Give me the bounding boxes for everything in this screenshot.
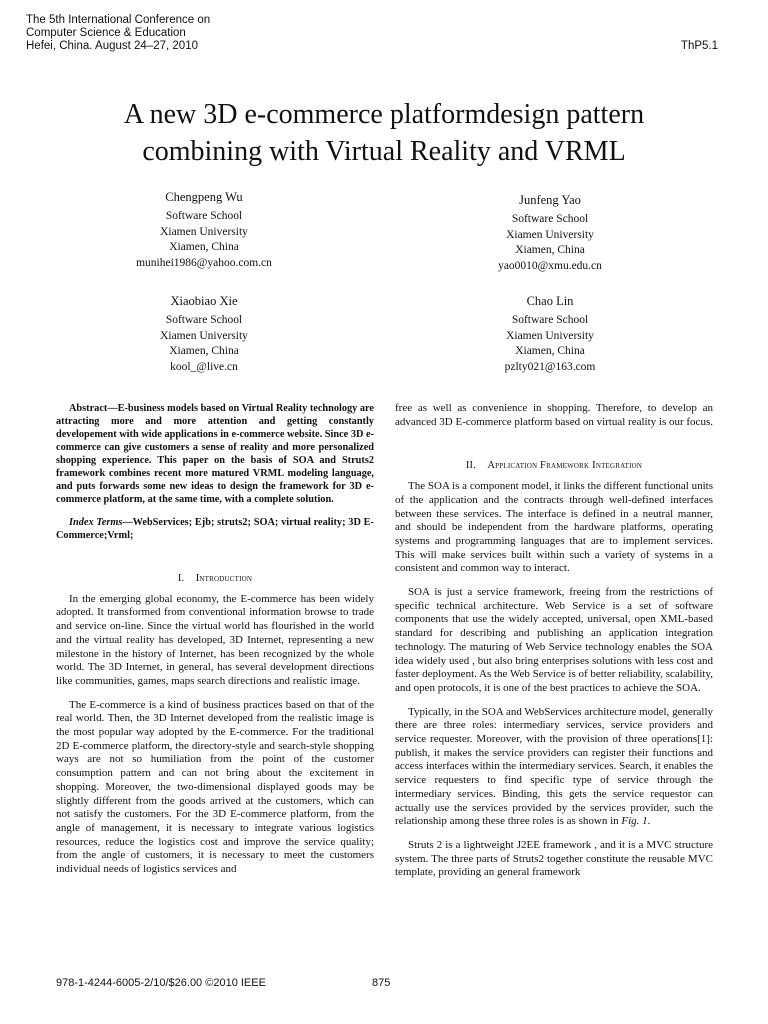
section-heading-introduction	[56, 572, 374, 586]
index-terms-text: —WebServices; Ejb; struts2; SOA; virtual reality; 3D E-Commerce;Vrml;	[56, 517, 374, 541]
author-university: Xiamen University	[506, 228, 594, 241]
paragraph-end: .	[647, 815, 651, 828]
author-email: pzlty021@163.com	[504, 360, 596, 373]
index-terms	[56, 516, 374, 542]
author-university: Xiamen University	[160, 329, 248, 342]
paragraph: In the emerging global economy, the E-commerce has been widely adopted. It transformed from conventional information browse to trade and service on-line. Since the virtual world has flourished in the world and the virtual reality has developed, 3D Internet, representing a new milestone in the history of Internet, has been recognized by the whole world. The 3D Internet, in general, has several development directions like communities, games, maps search directions and realistic image.	[56, 592, 374, 687]
author-location: Xiamen, China	[169, 241, 239, 254]
author-university: Xiamen University	[506, 329, 594, 342]
section-title: Application Framework Integration	[487, 460, 643, 472]
paragraph: Struts 2 is a lightweight J2EE framework , and it is a MVC structure system. The three parts of Struts2 together constitute the reusable MVC template, providing an general framework	[395, 838, 713, 879]
author-name: Chao Lin	[526, 294, 574, 308]
author-affiliation: Software School	[511, 314, 589, 327]
author-email: munihei1986@yahoo.com.cn	[136, 256, 272, 269]
paragraph: SOA is just a service framework, freeing from the restrictions of specific technical architecture. Web Service is a set of software components that use the widely accepted, universal, open XML-based standard for describing and publishing an application integration technology. The maturing of Web Service technology enables the SOA idea widely used , but also bring enterprises solutions with less cost and faster deployment. As the Web Service is of better reliability, scalability, and open protocols, it is one of the best practices to achieve the SOA.	[395, 586, 713, 694]
conference-header	[26, 14, 210, 53]
paragraph: The E-commerce is a kind of business practices based on that of the real world. Then, the 3D Internet developed from the realistic image is the most popular way adopted by the E-commerce. For the traditional 2D E-commerce platform, the directory-style and search-style shopping ways are not so humiliation from the point of the customer consumption pattern and can not bring about the excitement in shopping. Moreover, the two-dimensional displayed goods may be slightly different from the goods arrived at the customers, which can not satisfy the customers. For the 3D E-commerce platform, from the angle of management, it is necessary to integrate various logistics resources, reduce the logistics cost and improve the service quality; from the angle of customers, it is necessary to meet the customers individual needs of logistics services and	[56, 698, 374, 876]
conference-line: The 5th International Conference on	[26, 14, 211, 26]
right-column	[395, 402, 713, 880]
author-location: Xiamen, China	[515, 345, 585, 358]
author-affiliation: Software School	[165, 210, 243, 223]
author-email: yao0010@xmu.edu.cn	[498, 259, 602, 272]
author-location: Xiamen, China	[169, 345, 239, 358]
author-name: Chengpeng Wu	[165, 190, 243, 204]
section-number: I.	[177, 573, 185, 584]
conference-line: Hefei, China. August 24–27, 2010	[26, 40, 198, 52]
author-block	[420, 193, 680, 274]
session-code: ThP5.1	[680, 40, 718, 52]
figure-reference: Fig. 1	[621, 815, 648, 828]
footer-isbn: 978-1-4244-6005-2/10/$26.00 ©2010 IEEE	[56, 977, 266, 989]
author-block	[74, 294, 334, 375]
paragraph	[395, 706, 713, 829]
section-title: Introduction	[195, 573, 253, 584]
page-number: 875	[372, 977, 391, 989]
paragraph: The SOA is a component model, it links the different functional units of the application and the contracts through well-defined interfaces between these services. The interface is defined in a neutral manner, and should be independent from the hardware platforms, operating systems and programming languages that are to implement services. This will make services built within such a variety of systems in a consistent and common way to interact.	[395, 480, 713, 575]
paragraph: free as well as convenience in shopping. Therefore, to develop an advanced 3D E-commerce platform based on virtual reality is our focus.	[395, 402, 713, 428]
author-affiliation: Software School	[165, 314, 243, 327]
title-line: A new 3D e-commerce platformdesign pattern	[123, 99, 645, 130]
paragraph-text: Typically, in the SOA and WebServices architecture model, generally there are three roles: intermediary services, service providers and service requester. Moreover, with the provision of three operations[1]: publish, it makes the service providers can register their functions and access interfaces within the intermediary services. Search, it enables the service requesters to find specific type of service through the intermediary services. Binding, this gets the service requestor can actually use the services provided by the services provider, such the relationship among these three roles is as shown in	[395, 705, 713, 828]
author-name: Junfeng Yao	[519, 193, 581, 207]
left-column	[56, 402, 374, 877]
author-email: kool_@live.cn	[170, 360, 238, 373]
section-number: II.	[465, 460, 477, 472]
author-affiliation: Software School	[511, 213, 589, 226]
conference-line: Computer Science & Education	[26, 27, 186, 39]
author-block	[420, 294, 680, 375]
title-line: combining with Virtual Reality and VRML	[142, 136, 626, 167]
author-location: Xiamen, China	[515, 244, 585, 257]
section-heading-framework	[395, 459, 713, 473]
author-name: Xiaobiao Xie	[170, 294, 238, 308]
index-terms-label: Index Terms	[69, 517, 123, 528]
author-block	[74, 190, 334, 271]
abstract: Abstract—E-business models based on Virtual Reality technology are attracting more and more attention and getting constantly developement with wide applications in e-commerce website. Since 3D e-commerce can give customers a sense of reality and more personalized shopping experience. This paper on the basis of SOA and Struts2 framework combines recent more matured VRML modeling language, and puts forwards some new ideas to design the framework for 3D e-commerce platform, at the same time, with a complete solution.	[56, 403, 375, 505]
paper-title	[40, 96, 728, 170]
author-university: Xiamen University	[160, 225, 248, 238]
